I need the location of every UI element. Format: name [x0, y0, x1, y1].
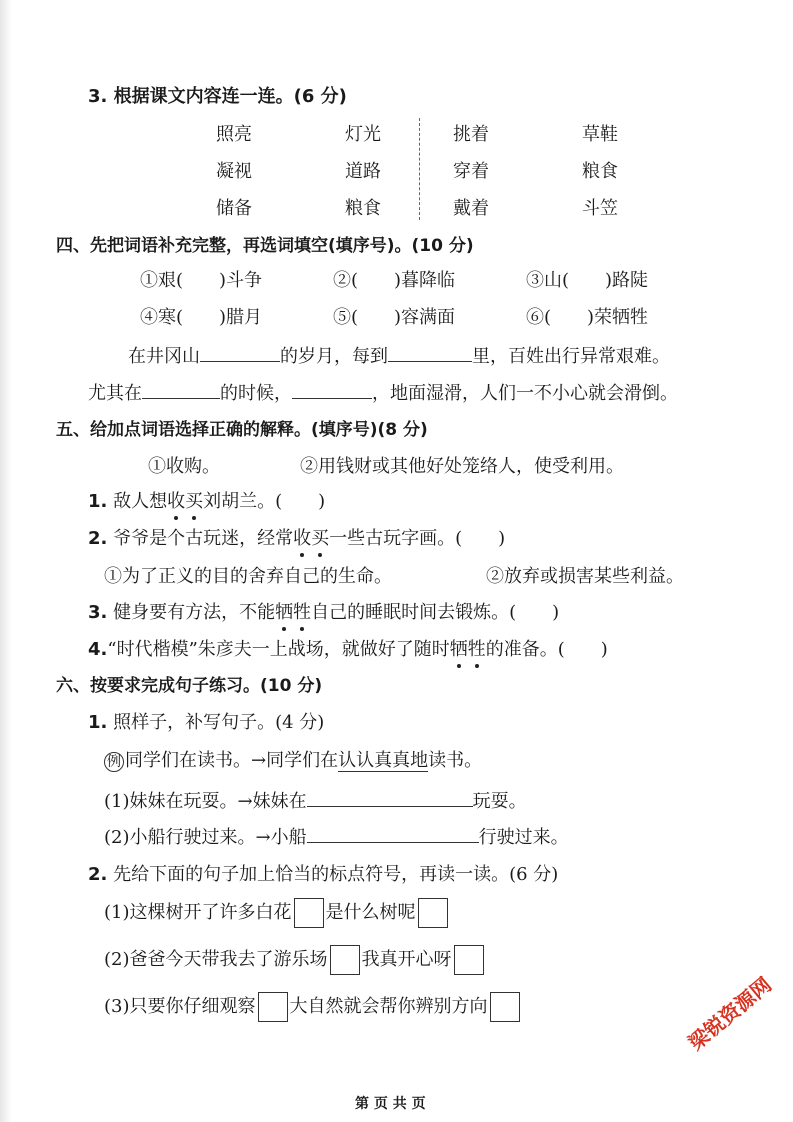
- punctuation-box[interactable]: [454, 945, 484, 975]
- dotted-char: 收: [293, 524, 311, 550]
- example-text: 读书。: [428, 750, 483, 771]
- punctuation-box[interactable]: [490, 992, 520, 1022]
- s4-word-3: ③山( )路陡: [526, 270, 649, 291]
- punct-text: (2)爸爸今天带我去了游乐场: [104, 949, 328, 970]
- match-left-2a: 凝视: [216, 161, 252, 182]
- s4-p1-text-b: 的岁月，每到: [280, 346, 388, 367]
- fill-blank[interactable]: [142, 380, 220, 399]
- example-underlined: 认认真真地: [338, 750, 429, 771]
- s6-punct-2: [104, 945, 486, 975]
- q-number: 1.: [88, 491, 108, 512]
- s4-word-2: ②( )暮降临: [333, 270, 456, 291]
- q-number: 2.: [88, 864, 108, 885]
- match-right-3b: 斗笠: [582, 198, 618, 219]
- match-right-1b: 草鞋: [582, 124, 618, 145]
- s4-p1-text-c: 里，百姓出行异常艰难。: [472, 346, 670, 367]
- punct-text: 是什么树呢: [325, 902, 416, 923]
- s6-exercise-2: [104, 823, 569, 849]
- punctuation-box[interactable]: [330, 945, 360, 975]
- q-text: 先给下面的句子加上恰当的标点符号，再读一读。(6 分): [113, 864, 559, 885]
- q-number: 4.: [88, 639, 108, 660]
- section6-title: 六、按要求完成句子练习。(10 分): [56, 676, 323, 696]
- example-text: 同学们在读书。→同学们在: [125, 750, 339, 771]
- match-right-2a: 穿着: [453, 161, 489, 182]
- s4-word-1: ①艰( )斗争: [140, 270, 263, 291]
- q-text: 照样子，补写句子。(4 分): [113, 712, 325, 733]
- s5-question-3: [88, 598, 559, 624]
- punctuation-box[interactable]: [294, 898, 324, 928]
- fill-blank[interactable]: [292, 380, 372, 399]
- s6-question-2: [88, 860, 558, 886]
- s4-p2-text-b: 的时候，: [220, 383, 292, 404]
- s6-question-1: [88, 708, 324, 734]
- dotted-char: 买: [311, 524, 329, 550]
- dotted-char: 牲: [468, 635, 486, 661]
- match-left-3b: 粮食: [345, 198, 381, 219]
- fill-blank[interactable]: [307, 824, 479, 843]
- punct-text: (1)这棵树开了许多白花: [104, 902, 292, 923]
- exercise-text: 行驶过来。: [478, 827, 569, 848]
- dotted-char: 收: [167, 487, 185, 513]
- dotted-char: 牺: [450, 635, 468, 661]
- q-text: 健身要有方法，不能: [113, 602, 276, 623]
- q-number: 3.: [88, 602, 108, 623]
- punctuation-box[interactable]: [418, 898, 448, 928]
- page-edge-shadow: [0, 0, 12, 1122]
- exercise-text: 玩耍。: [472, 791, 527, 812]
- section5-title: 五、给加点词语选择正确的解释。(填序号)(8 分): [56, 420, 428, 440]
- s4-word-4: ④寒( )腊月: [140, 307, 263, 328]
- s4-word-5: ⑤( )容满面: [333, 307, 456, 328]
- s6-exercise-1: [104, 787, 527, 813]
- s5-question-2: [88, 524, 505, 550]
- q-text: 刘胡兰。( ): [203, 491, 326, 512]
- s5-option-1: ①收购。: [148, 456, 220, 477]
- match-left-1a: 照亮: [216, 124, 252, 145]
- q-number: 1.: [88, 712, 108, 733]
- s4-p2-text-c: ，地面湿滑，人们一不小心就会滑倒。: [372, 383, 678, 404]
- punctuation-box[interactable]: [258, 992, 288, 1022]
- s4-word-6: ⑥( )荣牺牲: [526, 307, 649, 328]
- s5-option-2: ②用钱财或其他好处笼络人，使受利用。: [300, 456, 624, 477]
- s4-p2-text-a: 尤其在: [88, 383, 142, 404]
- q-text: 爷爷是个古玩迷，经常: [113, 528, 294, 549]
- divider-dashed: [419, 118, 420, 220]
- exercise-text: (1)妹妹在玩耍。→妹妹在: [104, 791, 307, 812]
- punct-text: 大自然就会帮你辨别方向: [289, 996, 488, 1017]
- fill-blank[interactable]: [307, 788, 473, 807]
- q-text: 自己的睡眠时间去锻炼。( ): [311, 602, 560, 623]
- fill-blank[interactable]: [388, 343, 472, 362]
- s5-option-4: ②放弃或损害某些利益。: [486, 566, 684, 587]
- dotted-char: 买: [185, 487, 203, 513]
- q3-title-text: 3. 根据课文内容连一连。(6 分): [88, 86, 347, 107]
- s5-question-4: [88, 635, 608, 661]
- s6-example: [104, 746, 482, 772]
- dotted-char: 牲: [293, 598, 311, 624]
- exercise-text: (2)小船行驶过来。→小船: [104, 827, 307, 848]
- q-number: 2.: [88, 528, 108, 549]
- punct-text: 我真开心呀: [361, 949, 452, 970]
- watermark: 梁锐资源网: [683, 972, 776, 1055]
- fill-blank[interactable]: [200, 343, 280, 362]
- s6-punct-1: [104, 898, 450, 928]
- match-left-2b: 道路: [345, 161, 381, 182]
- match-left-1b: 灯光: [345, 124, 381, 145]
- q-text: 的准备。( ): [485, 639, 608, 660]
- q3-title: [88, 82, 347, 108]
- match-right-3a: 戴着: [453, 198, 489, 219]
- s5-question-1: [88, 487, 325, 513]
- page-footer: 第 页 共 页: [355, 1096, 426, 1112]
- section4-title: 四、先把词语补充完整，再选词填空(填序号)。(10 分): [56, 236, 474, 256]
- punct-text: (3)只要你仔细观察: [104, 996, 256, 1017]
- q-text: 敌人想: [113, 491, 168, 512]
- match-right-1a: 挑着: [453, 124, 489, 145]
- s6-punct-3: [104, 992, 522, 1022]
- q-text: “时代楷模”朱彦夫一上战场，就做好了随时: [107, 639, 450, 660]
- match-left-3a: 储备: [216, 198, 252, 219]
- s4-paragraph-1: [128, 342, 670, 368]
- dotted-char: 牺: [275, 598, 293, 624]
- s4-paragraph-2: [88, 379, 678, 405]
- q-text: 一些古玩字画。( ): [329, 528, 506, 549]
- s5-option-3: ①为了正义的目的舍弃自己的生命。: [104, 566, 392, 587]
- s4-p1-text-a: 在井冈山: [128, 346, 200, 367]
- example-mark: 例: [104, 752, 124, 772]
- match-right-2b: 粮食: [582, 161, 618, 182]
